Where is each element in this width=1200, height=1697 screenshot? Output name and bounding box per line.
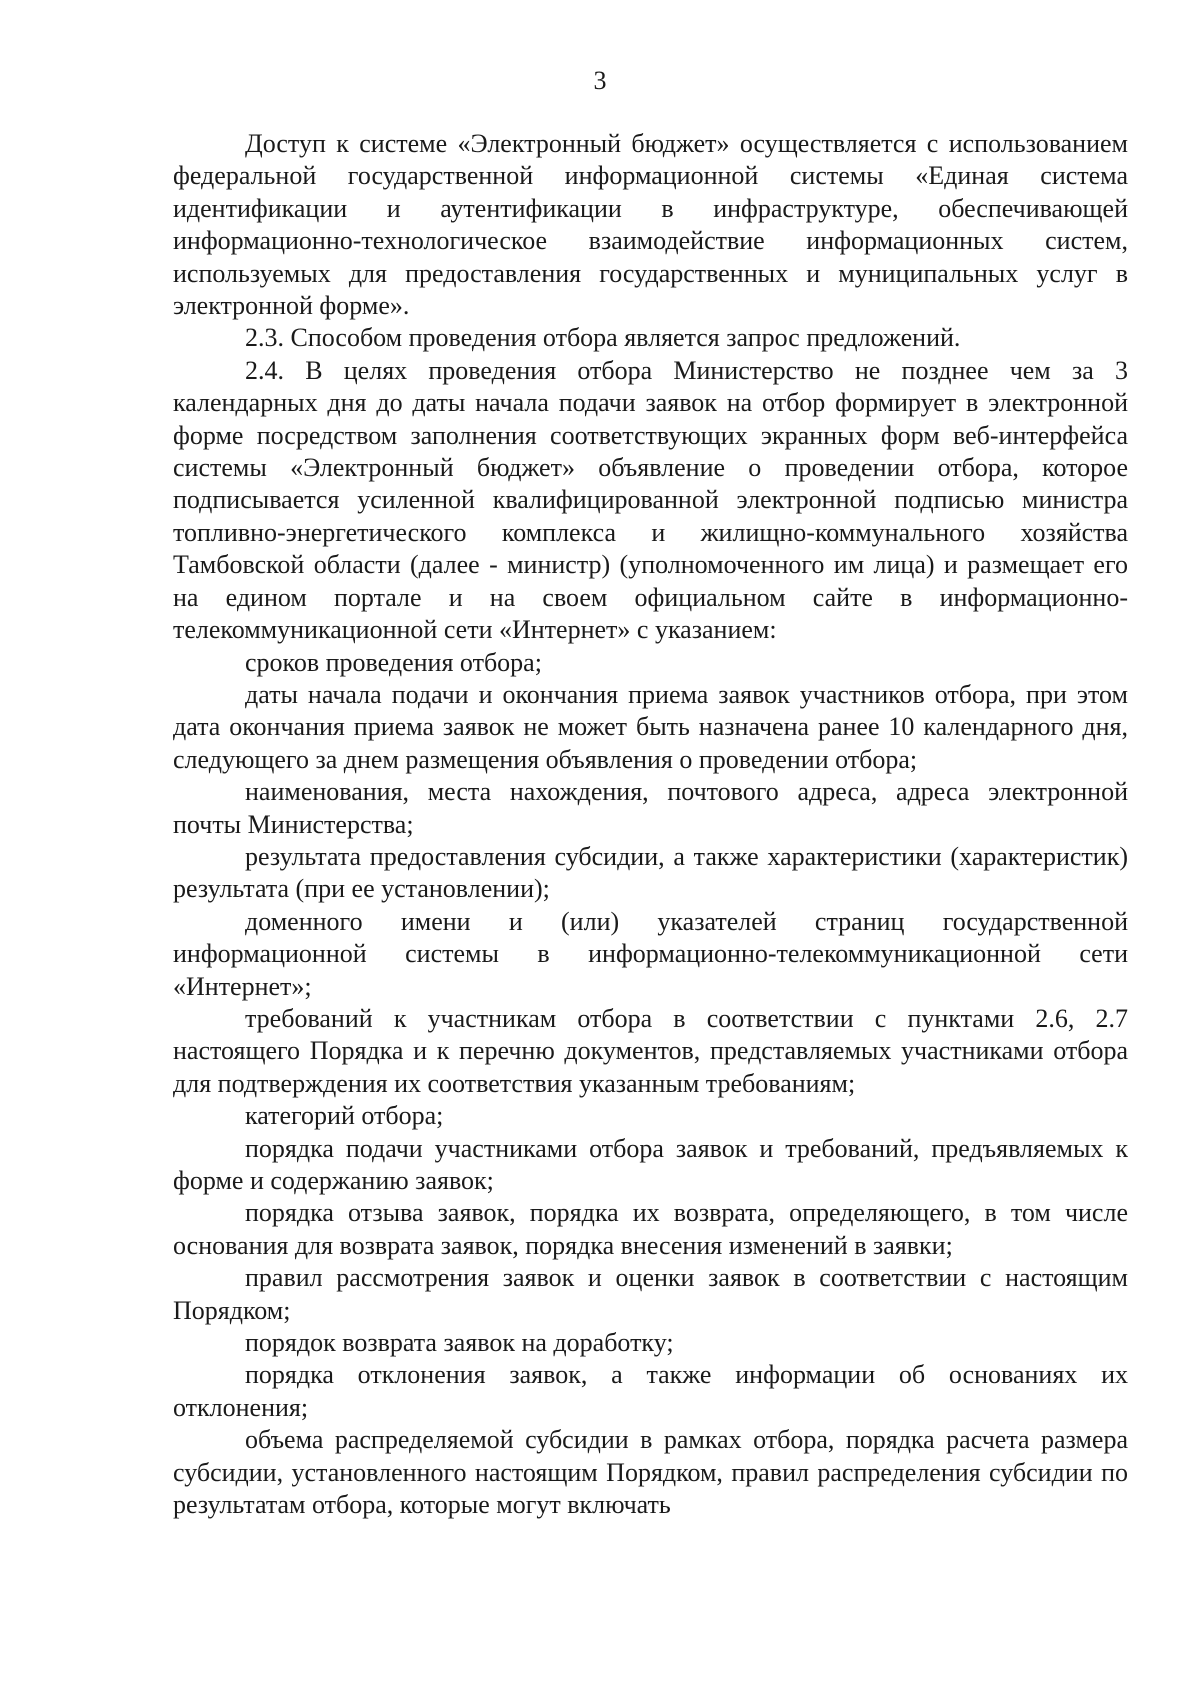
list-item-domain: доменного имени и (или) указателей страниц государственной информационной системы в информационно-телекоммуникационной сети «Интернет»; — [173, 906, 1128, 1001]
list-item-return-for-revision: порядок возврата заявок на доработку; — [245, 1328, 674, 1358]
list-item-categories: категорий отбора; — [245, 1101, 444, 1131]
document-body — [173, 128, 1128, 1521]
list-item-requirements: требований к участникам отбора в соответствии с пунктами 2.6, 2.7 настоящего Порядка и к перечню документов, представляемых участниками отбора для подтверждения их соответствия указанным требованиям; — [173, 1003, 1128, 1098]
list-item-contacts: наименования, места нахождения, почтового адреса, адреса электронной почты Министерства; — [173, 777, 1128, 839]
list-item-subsidy-volume: объема распределяемой субсидии в рамках отбора, порядка расчета размера субсидии, установленного настоящим Порядком, правил распределения субсидии по результатам отбора, которые могут включать — [173, 1425, 1128, 1520]
list-item-submission: порядка подачи участниками отбора заявок и требований, предъявляемых к форме и содержанию заявок; — [173, 1133, 1128, 1195]
page-number: 3 — [593, 66, 607, 95]
list-item-result: результата предоставления субсидии, а также характеристики (характеристик) результата (при ее установлении); — [173, 841, 1128, 904]
list-item-dates: даты начала подачи и окончания приема заявок участников отбора, при этом дата окончания приема заявок не может быть назначена ранее 10 календарного дня, следующего за днем размещения объявления о проведении отбора; — [173, 679, 1128, 774]
paragraph-2-3: 2.3. Способом проведения отбора является запрос предложений. — [245, 323, 961, 353]
list-item-rejection: порядка отклонения заявок, а также информации об основаниях их отклонения; — [173, 1360, 1128, 1422]
paragraph-esia-access: Доступ к системе «Электронный бюджет» осуществляется с использованием федеральной государственной информационной системы «Единая система идентификации и аутентификации в инфраструктуре, обеспечивающей информационно-технологическое взаимодействие информационных систем, используемых для предоставления государственных и муниципальных услуг в электронной форме». — [173, 129, 1128, 321]
paragraph-2-4: 2.4. В целях проведения отбора Министерство не позднее чем за 3 календарных дня до даты начала подачи заявок на отбор формирует в электронной форме посредством заполнения соответствующих экранных форм веб-интерфейса системы «Электронный бюджет» объявление о проведении отбора, которое подписывается усиленной квалифицированной электронной подписью министра топливно-энергетического комплекса и жилищно-коммунального хозяйства Тамбовской области (далее - министр) (уполномоченного им лица) и размещает его на едином портале и на своем официальном сайте в информационно-телекоммуникационной сети «Интернет» с указанием: — [173, 355, 1128, 645]
list-item-terms: сроков проведения отбора; — [245, 647, 542, 677]
list-item-withdrawal: порядка отзыва заявок, порядка их возврата, определяющего, в том числе основания для возврата заявок, порядка внесения изменений в заявки; — [173, 1198, 1128, 1260]
list-item-review-rules: правил рассмотрения заявок и оценки заявок в соответствии с настоящим Порядком; — [173, 1263, 1128, 1325]
